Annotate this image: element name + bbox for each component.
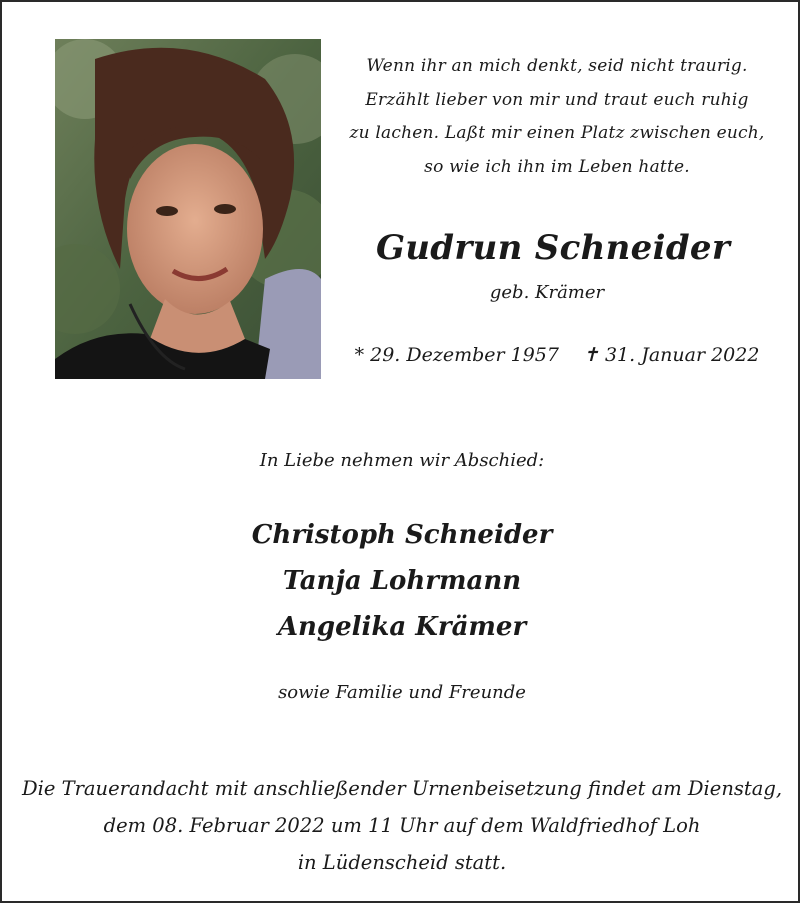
birth-name: geb. Krämer <box>489 282 605 303</box>
service-line: in Lüdenscheid statt. <box>297 851 507 874</box>
poem-line: Erzählt lieber von mir und traut euch ruhig <box>365 89 749 110</box>
poem <box>347 50 767 184</box>
portrait-photo <box>55 39 321 379</box>
mourner-name: Christoph Schneider <box>251 520 553 550</box>
death-date: ✝ 31. Januar 2022 <box>583 344 760 366</box>
birth-date: * 29. Dezember 1957 <box>354 344 559 366</box>
family-text: sowie Familie und Freunde <box>278 682 526 703</box>
mourner-name: Tanja Lohrmann <box>282 566 522 596</box>
farewell-text: In Liebe nehmen wir Abschied: <box>259 450 545 471</box>
service-line: dem 08. Februar 2022 um 11 Uhr auf dem Waldfriedhof Loh <box>103 814 701 837</box>
poem-line: zu lachen. Laßt mir einen Platz zwischen euch, <box>349 123 765 143</box>
mourner-name: Angelika Krämer <box>277 612 527 642</box>
service-info <box>2 770 800 881</box>
deceased-name: Gudrun Schneider <box>375 228 731 268</box>
poem-line: so wie ich ihn im Leben hatte. <box>424 156 690 177</box>
service-line: Die Trauerandacht mit anschließender Urnenbeisetzung findet am Dienstag, <box>21 777 783 800</box>
mourners-list <box>2 512 800 650</box>
life-dates <box>352 344 762 366</box>
poem-line: Wenn ihr an mich denkt, seid nicht traurig. <box>366 56 748 76</box>
